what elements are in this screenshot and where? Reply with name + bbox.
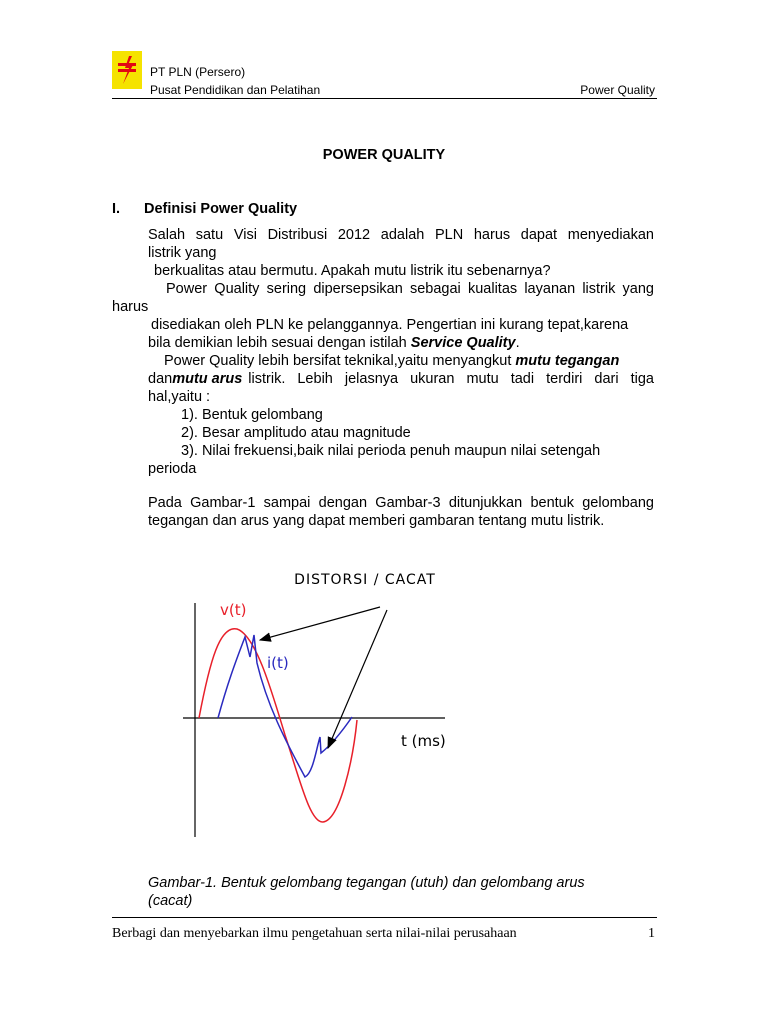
- mutu-tegangan-term: mutu tegangan: [515, 353, 620, 369]
- para2-line3: disediakan oleh PLN ke pelanggannya. Pengertian ini kurang tepat,karena: [151, 317, 629, 333]
- para2-line4: [148, 334, 520, 352]
- para1-line1: Salah satu Visi Distribusi 2012 adalah PLN harus dapat menyediakan: [148, 227, 654, 243]
- para3-line1-pre: Power Quality lebih bersifat teknikal,yaitu menyangkut: [164, 353, 512, 369]
- t-label: t (ms): [401, 732, 446, 750]
- header-rule: [112, 98, 657, 99]
- section-title: Definisi Power Quality: [144, 201, 298, 217]
- list-item-3: 3). Nilai frekuensi,baik nilai perioda penuh maupun nilai setengah: [181, 443, 601, 459]
- section-number: I.: [112, 201, 121, 217]
- list-item-1: 1). Bentuk gelombang: [181, 407, 323, 423]
- para1-line2: listrik yang: [148, 245, 217, 261]
- para2-line1: Power Quality sering dipersepsikan sebagai kualitas layanan listrik yang: [166, 281, 654, 297]
- i-label: i(t): [267, 654, 289, 672]
- para3-line2-pre: dan: [148, 371, 173, 387]
- service-quality-term: Service Quality: [410, 335, 516, 351]
- footer-rule: [112, 917, 657, 918]
- pln-logo: [112, 51, 142, 89]
- v-label: v(t): [220, 601, 247, 619]
- para2-line2: harus: [112, 299, 149, 315]
- header-right-title: Power Quality: [580, 83, 655, 97]
- figure-title: DISTORSI / CACAT: [294, 572, 436, 588]
- para3-line2-post: listrik. Lebih jelasnya ukuran mutu tadi terdiri dari tiga: [248, 371, 654, 387]
- page-title: POWER QUALITY: [322, 147, 446, 163]
- para4-line2: tegangan dan arus yang dapat memberi gambaran tentang mutu listrik.: [148, 513, 605, 529]
- arrow-top: [260, 607, 380, 640]
- para3-line1: [164, 352, 619, 370]
- figure-caption-line2: (cacat): [148, 893, 193, 909]
- distortion-figure: [175, 565, 475, 845]
- mutu-arus-term: mutu arus: [172, 371, 243, 387]
- figure-caption-line1: Gambar-1. Bentuk gelombang tegangan (utuh) dan gelombang arus: [148, 875, 585, 891]
- header-division: Pusat Pendidikan dan Pelatihan: [150, 83, 321, 97]
- para4-line1: Pada Gambar-1 sampai dengan Gambar-3 ditunjukkan bentuk gelombang: [148, 495, 654, 511]
- pln-logo-icon: [112, 51, 142, 89]
- distortion-figure-svg: [175, 565, 475, 845]
- page-number: 1: [648, 926, 655, 941]
- para2-line4-pre: bila demikian lebih sesuai dengan istilah: [148, 335, 407, 351]
- para2-line4-post: .: [515, 335, 520, 351]
- para3-line2: [148, 370, 654, 388]
- arrow-bottom: [328, 610, 387, 748]
- list-item-2: 2). Besar amplitudo atau magnitude: [181, 425, 411, 441]
- para1-line3: berkualitas atau bermutu. Apakah mutu listrik itu sebenarnya?: [154, 263, 551, 279]
- header-company: PT PLN (Persero): [150, 65, 246, 79]
- para3-line3: hal,yaitu :: [148, 389, 211, 405]
- list-item-3-cont: perioda: [148, 461, 197, 477]
- footer-text: Berbagi dan menyebarkan ilmu pengetahuan serta nilai-nilai perusahaan: [112, 926, 517, 941]
